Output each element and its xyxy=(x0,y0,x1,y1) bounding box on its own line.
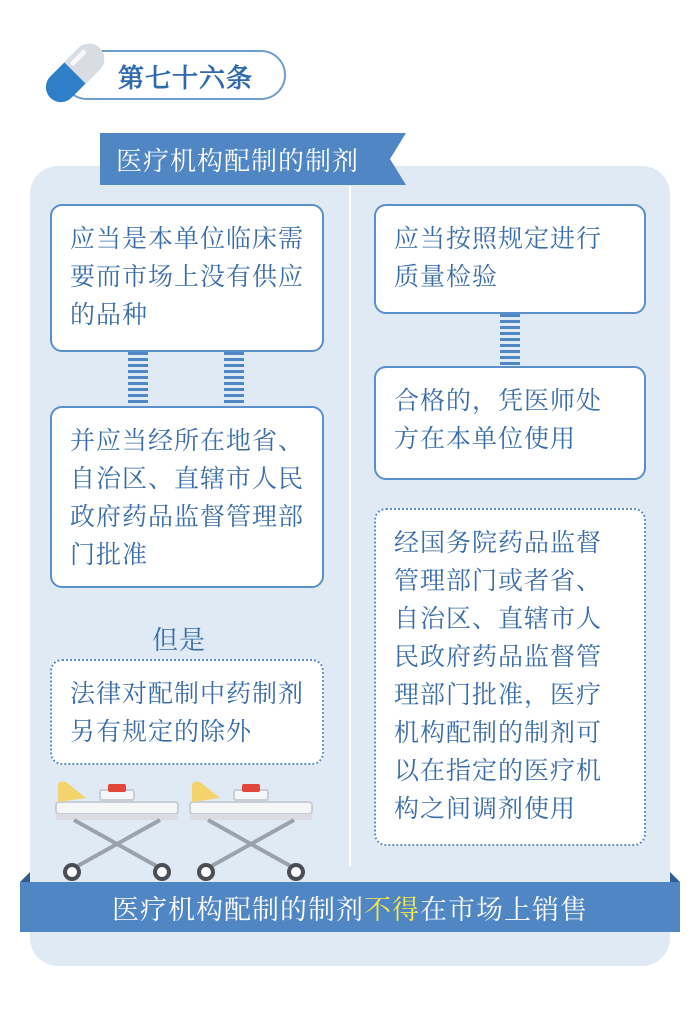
bottom-banner-cap-right xyxy=(670,872,680,882)
conclusion-text-start: 医疗机构配制的制剂 xyxy=(112,894,364,926)
left-box-requirement: 应当是本单位临床需要而市场上没有供应的品种 xyxy=(50,204,324,352)
bottom-banner-cap-left xyxy=(20,872,30,882)
section-banner-tail xyxy=(390,133,406,185)
left-box-approval: 并应当经所在地省、自治区、直辖市人民政府药品监督管理部门批准 xyxy=(50,406,324,588)
right-connector xyxy=(500,314,520,366)
left-box-exception: 法律对配制中药制剂另有规定的除外 xyxy=(50,659,324,765)
column-divider xyxy=(349,186,351,866)
right-box-inspection: 应当按照规定进行质量检验 xyxy=(374,204,646,314)
conclusion-banner xyxy=(20,882,680,932)
left-connector-2 xyxy=(224,352,244,406)
conclusion-highlight: 不得 xyxy=(364,894,420,926)
section-banner: 医疗机构配制的制剂 xyxy=(100,133,390,185)
stretcher-icon xyxy=(186,772,316,882)
but-label: 但是 xyxy=(152,626,207,656)
stretcher-icon xyxy=(52,772,182,882)
capsule-icon xyxy=(30,28,120,118)
conclusion-text-end: 在市场上销售 xyxy=(420,894,588,926)
right-box-qualified-use: 合格的，凭医师处方在本单位使用 xyxy=(374,366,646,480)
left-connector-1 xyxy=(128,352,148,406)
right-box-transfer-use: 经国务院药品监督管理部门或者省、自治区、直辖市人民政府药品监督管理部门批准，医疗机构配制的制剂可以在指定的医疗机构之间调剂使用 xyxy=(374,508,646,846)
article-title: 第七十六条 xyxy=(118,64,254,94)
